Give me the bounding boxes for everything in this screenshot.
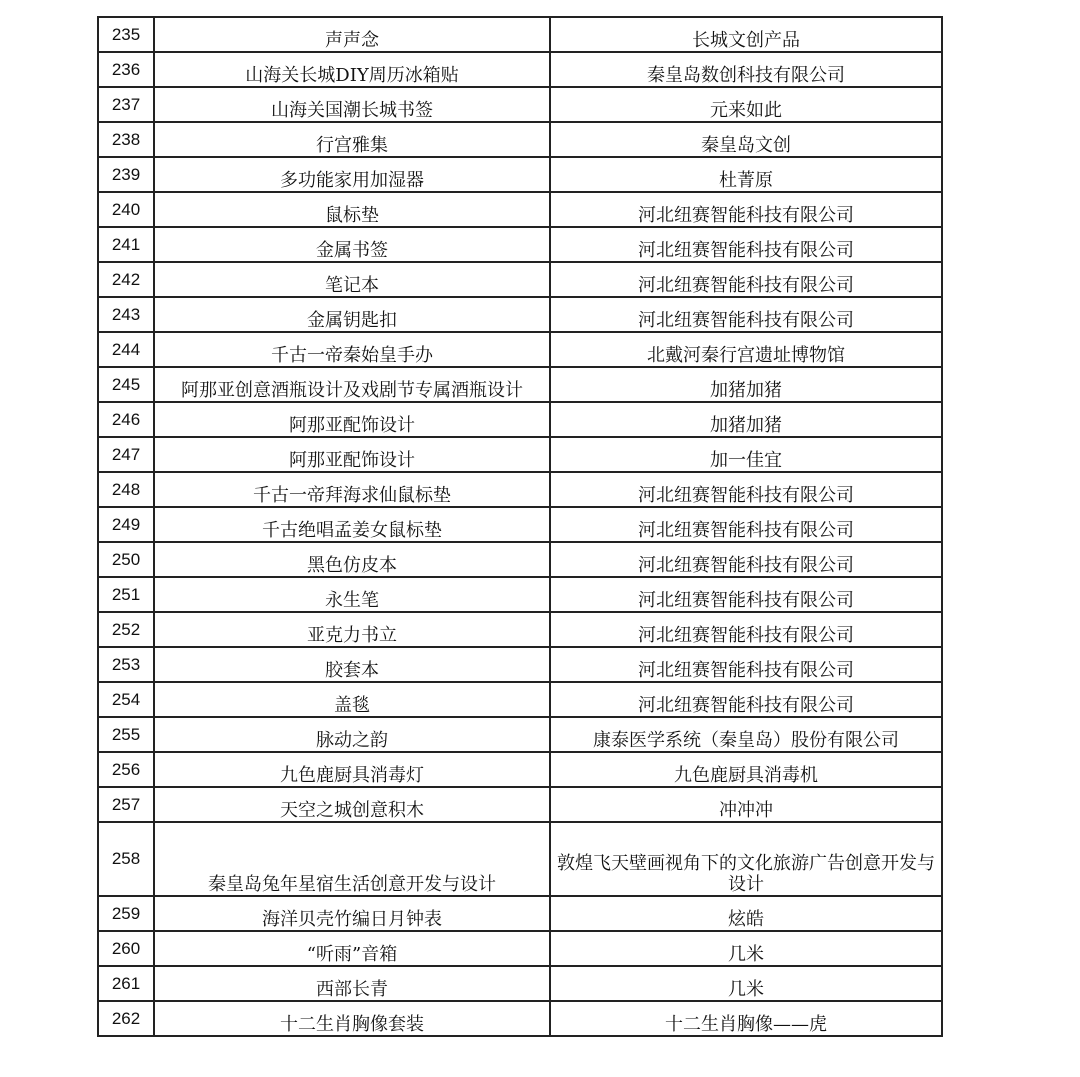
- row-number: 243: [98, 297, 154, 332]
- product-name: 鼠标垫: [154, 192, 550, 227]
- table-row: [98, 262, 942, 297]
- organization: 元来如此: [550, 87, 942, 122]
- row-number: 236: [98, 52, 154, 87]
- organization: 河北纽赛智能科技有限公司: [550, 297, 942, 332]
- organization: 几米: [550, 931, 942, 966]
- product-name: 亚克力书立: [154, 612, 550, 647]
- organization: 加一佳宜: [550, 437, 942, 472]
- product-name: 永生笔: [154, 577, 550, 612]
- table-row: [98, 577, 942, 612]
- product-name: 海洋贝壳竹编日月钟表: [154, 896, 550, 931]
- row-number: 254: [98, 682, 154, 717]
- table-row: [98, 966, 942, 1001]
- organization: 加猪加猪: [550, 402, 942, 437]
- row-number: 262: [98, 1001, 154, 1036]
- row-number: 237: [98, 87, 154, 122]
- product-name: 阿那亚配饰设计: [154, 402, 550, 437]
- organization: 十二生肖胸像——虎: [550, 1001, 942, 1036]
- organization: 长城文创产品: [550, 17, 942, 52]
- organization: 河北纽赛智能科技有限公司: [550, 192, 942, 227]
- product-name: 胶套本: [154, 647, 550, 682]
- organization: 加猪加猪: [550, 367, 942, 402]
- row-number: 235: [98, 17, 154, 52]
- row-number: 239: [98, 157, 154, 192]
- table-row: [98, 612, 942, 647]
- table-row: [98, 507, 942, 542]
- product-name: 阿那亚配饰设计: [154, 437, 550, 472]
- product-name: 笔记本: [154, 262, 550, 297]
- table-row: [98, 682, 942, 717]
- entries-table-body: [98, 17, 942, 1036]
- row-number: 256: [98, 752, 154, 787]
- product-name: 山海关国潮长城书签: [154, 87, 550, 122]
- product-name: 行宫雅集: [154, 122, 550, 157]
- table-row: [98, 157, 942, 192]
- table-row: [98, 297, 942, 332]
- product-name: 金属书签: [154, 227, 550, 262]
- product-name: 金属钥匙扣: [154, 297, 550, 332]
- row-number: 253: [98, 647, 154, 682]
- table-row: [98, 192, 942, 227]
- table-row: [98, 402, 942, 437]
- product-name: 盖毯: [154, 682, 550, 717]
- row-number: 249: [98, 507, 154, 542]
- entries-table: [97, 16, 943, 1037]
- organization: 河北纽赛智能科技有限公司: [550, 612, 942, 647]
- product-name: 十二生肖胸像套装: [154, 1001, 550, 1036]
- table-row: [98, 367, 942, 402]
- organization: 杜菁原: [550, 157, 942, 192]
- table-row: [98, 122, 942, 157]
- row-number: 241: [98, 227, 154, 262]
- row-number: 251: [98, 577, 154, 612]
- row-number: 261: [98, 966, 154, 1001]
- organization: 几米: [550, 966, 942, 1001]
- table-row: [98, 896, 942, 931]
- row-number: 250: [98, 542, 154, 577]
- row-number: 245: [98, 367, 154, 402]
- row-number: 240: [98, 192, 154, 227]
- organization: 河北纽赛智能科技有限公司: [550, 542, 942, 577]
- organization: 河北纽赛智能科技有限公司: [550, 227, 942, 262]
- row-number: 248: [98, 472, 154, 507]
- row-number: 259: [98, 896, 154, 931]
- table-row: [98, 437, 942, 472]
- row-number: 247: [98, 437, 154, 472]
- table-row: [98, 931, 942, 966]
- table-row: [98, 87, 942, 122]
- product-name: 脉动之韵: [154, 717, 550, 752]
- organization: 北戴河秦行宫遗址博物馆: [550, 332, 942, 367]
- organization: 冲冲冲: [550, 787, 942, 822]
- organization: 炫皓: [550, 896, 942, 931]
- product-name: 西部长青: [154, 966, 550, 1001]
- organization: 河北纽赛智能科技有限公司: [550, 472, 942, 507]
- row-number: 242: [98, 262, 154, 297]
- product-name: 千古一帝拜海求仙鼠标垫: [154, 472, 550, 507]
- product-name: 山海关长城DIY周历冰箱贴: [154, 52, 550, 87]
- table-row: [98, 52, 942, 87]
- table-row: [98, 717, 942, 752]
- row-number: 238: [98, 122, 154, 157]
- product-name: 千古一帝秦始皇手办: [154, 332, 550, 367]
- organization: 敦煌飞天壁画视角下的文化旅游广告创意开发与设计: [550, 822, 942, 896]
- product-name: “听雨”音箱: [154, 931, 550, 966]
- organization: 秦皇岛数创科技有限公司: [550, 52, 942, 87]
- table-row: [98, 822, 942, 896]
- table-row: [98, 787, 942, 822]
- product-name: 天空之城创意积木: [154, 787, 550, 822]
- table-row: [98, 227, 942, 262]
- product-name: 多功能家用加湿器: [154, 157, 550, 192]
- organization: 九色鹿厨具消毒机: [550, 752, 942, 787]
- row-number: 252: [98, 612, 154, 647]
- product-name: 阿那亚创意酒瓶设计及戏剧节专属酒瓶设计: [154, 367, 550, 402]
- organization: 河北纽赛智能科技有限公司: [550, 682, 942, 717]
- row-number: 257: [98, 787, 154, 822]
- table-row: [98, 647, 942, 682]
- row-number: 258: [98, 822, 154, 896]
- table-row: [98, 542, 942, 577]
- table-row: [98, 332, 942, 367]
- table-row: [98, 472, 942, 507]
- organization: 河北纽赛智能科技有限公司: [550, 507, 942, 542]
- organization: 河北纽赛智能科技有限公司: [550, 577, 942, 612]
- row-number: 244: [98, 332, 154, 367]
- table-row: [98, 17, 942, 52]
- product-name: 千古绝唱孟姜女鼠标垫: [154, 507, 550, 542]
- organization: 河北纽赛智能科技有限公司: [550, 647, 942, 682]
- row-number: 246: [98, 402, 154, 437]
- organization: 康泰医学系统（秦皇岛）股份有限公司: [550, 717, 942, 752]
- organization: 秦皇岛文创: [550, 122, 942, 157]
- product-name: 九色鹿厨具消毒灯: [154, 752, 550, 787]
- table-row: [98, 752, 942, 787]
- organization: 河北纽赛智能科技有限公司: [550, 262, 942, 297]
- table-row: [98, 1001, 942, 1036]
- row-number: 255: [98, 717, 154, 752]
- product-name: 声声念: [154, 17, 550, 52]
- product-name: 秦皇岛兔年星宿生活创意开发与设计: [154, 822, 550, 896]
- product-name: 黑色仿皮本: [154, 542, 550, 577]
- row-number: 260: [98, 931, 154, 966]
